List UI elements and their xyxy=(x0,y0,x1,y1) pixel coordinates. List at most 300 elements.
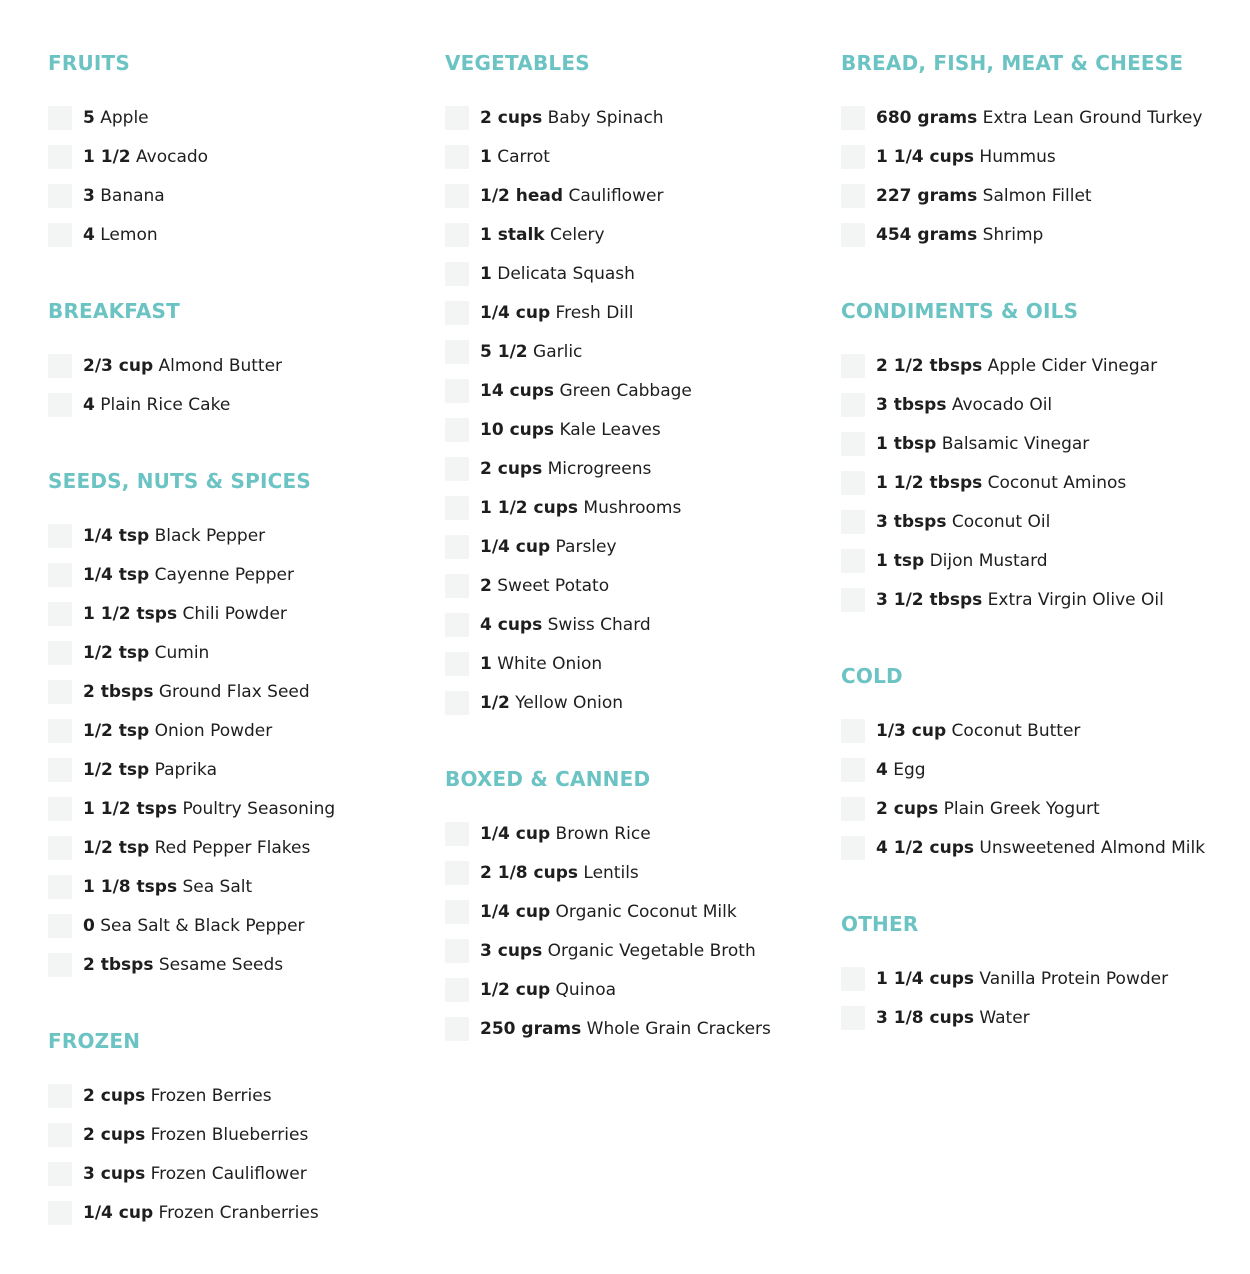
item-list xyxy=(48,346,428,424)
list-item xyxy=(445,176,825,215)
item-quantity: 1 1/2 xyxy=(83,146,131,167)
item-name: Hummus xyxy=(979,146,1056,167)
item-text xyxy=(876,836,1205,860)
list-item xyxy=(445,293,825,332)
item-text xyxy=(480,652,602,676)
item-checkbox[interactable] xyxy=(841,549,865,573)
item-list xyxy=(445,814,825,1048)
category-section xyxy=(48,1026,428,1232)
item-list xyxy=(841,98,1241,254)
item-name: Whole Grain Crackers xyxy=(586,1018,771,1039)
item-quantity: 1 1/2 tsps xyxy=(83,603,178,624)
item-text xyxy=(876,510,1050,534)
item-name: Avocado xyxy=(136,146,209,167)
item-checkbox[interactable] xyxy=(48,1123,72,1147)
item-text xyxy=(83,719,272,743)
list-item xyxy=(841,580,1241,619)
item-text xyxy=(876,223,1043,247)
list-item xyxy=(48,516,428,555)
item-name: Cumin xyxy=(154,642,210,663)
item-text xyxy=(83,1162,307,1186)
item-quantity: 1 1/2 tbsps xyxy=(876,472,983,493)
item-quantity: 1/2 cup xyxy=(480,979,551,1000)
item-checkbox[interactable] xyxy=(445,379,469,403)
item-checkbox[interactable] xyxy=(841,510,865,534)
item-name: Onion Powder xyxy=(154,720,273,741)
list-item xyxy=(841,959,1241,998)
item-name: Yellow Onion xyxy=(515,692,624,713)
item-quantity: 1 1/8 tsps xyxy=(83,876,178,897)
item-quantity: 1 1/2 cups xyxy=(480,497,578,518)
item-name: Coconut Aminos xyxy=(987,472,1127,493)
item-checkbox[interactable] xyxy=(48,758,72,782)
item-name: Shrimp xyxy=(982,224,1044,245)
item-quantity: 2 cups xyxy=(83,1124,146,1145)
item-name: Balsamic Vinegar xyxy=(941,433,1090,454)
item-quantity: 1 tsp xyxy=(876,550,925,571)
list-item xyxy=(48,137,428,176)
list-item xyxy=(48,828,428,867)
category-title: BREAKFAST xyxy=(48,299,180,323)
item-checkbox[interactable] xyxy=(841,471,865,495)
item-text xyxy=(480,340,582,364)
item-checkbox[interactable] xyxy=(445,1017,469,1041)
item-checkbox[interactable] xyxy=(841,184,865,208)
item-text xyxy=(83,602,287,626)
item-name: Fresh Dill xyxy=(555,302,634,323)
item-checkbox[interactable] xyxy=(48,1162,72,1186)
item-text xyxy=(480,613,651,637)
item-checkbox[interactable] xyxy=(445,574,469,598)
item-text xyxy=(83,145,208,169)
item-name: Frozen Cauliflower xyxy=(150,1163,307,1184)
item-checkbox[interactable] xyxy=(841,432,865,456)
item-text xyxy=(876,758,926,782)
item-checkbox[interactable] xyxy=(445,535,469,559)
list-item xyxy=(445,371,825,410)
item-checkbox[interactable] xyxy=(48,953,72,977)
item-quantity: 3 tbsps xyxy=(876,394,947,415)
item-name: Organic Vegetable Broth xyxy=(547,940,756,961)
list-item xyxy=(445,814,825,853)
item-text xyxy=(83,680,310,704)
item-name: Black Pepper xyxy=(154,525,266,546)
item-text xyxy=(480,535,617,559)
item-checkbox[interactable] xyxy=(48,836,72,860)
list-item xyxy=(445,137,825,176)
item-name: Water xyxy=(979,1007,1030,1028)
item-name: Swiss Chard xyxy=(547,614,651,635)
item-checkbox[interactable] xyxy=(445,301,469,325)
category-title: VEGETABLES xyxy=(445,51,590,75)
item-text xyxy=(480,822,651,846)
item-quantity: 1/2 tsp xyxy=(83,759,150,780)
item-text xyxy=(480,145,550,169)
item-quantity: 2 cups xyxy=(480,458,543,479)
item-checkbox[interactable] xyxy=(841,588,865,612)
category-title: BREAD, FISH, MEAT & CHEESE xyxy=(841,51,1184,75)
item-text xyxy=(480,301,633,325)
list-item xyxy=(841,750,1241,789)
item-text xyxy=(83,106,149,130)
item-checkbox[interactable] xyxy=(841,393,865,417)
item-checkbox[interactable] xyxy=(445,418,469,442)
item-checkbox[interactable] xyxy=(841,797,865,821)
list-item xyxy=(48,555,428,594)
item-text xyxy=(876,432,1089,456)
item-text xyxy=(83,836,310,860)
item-list xyxy=(445,98,825,722)
item-quantity: 4 xyxy=(876,759,888,780)
item-checkbox[interactable] xyxy=(445,262,469,286)
item-list xyxy=(48,98,428,254)
item-checkbox[interactable] xyxy=(48,680,72,704)
item-quantity: 5 xyxy=(83,107,95,128)
item-checkbox[interactable] xyxy=(48,914,72,938)
item-name: Coconut Butter xyxy=(951,720,1081,741)
item-text xyxy=(83,524,265,548)
item-text xyxy=(876,719,1080,743)
item-quantity: 10 cups xyxy=(480,419,555,440)
item-checkbox[interactable] xyxy=(48,875,72,899)
category-title: BOXED & CANNED xyxy=(445,767,651,791)
list-item xyxy=(48,789,428,828)
item-name: Green Cabbage xyxy=(559,380,692,401)
item-quantity: 2/3 cup xyxy=(83,355,154,376)
item-name: Red Pepper Flakes xyxy=(154,837,311,858)
item-text xyxy=(876,354,1157,378)
item-text xyxy=(83,641,209,665)
category-section xyxy=(445,48,825,722)
item-quantity: 2 tbsps xyxy=(83,954,154,975)
item-checkbox[interactable] xyxy=(841,145,865,169)
item-list xyxy=(48,516,428,984)
item-text xyxy=(480,861,639,885)
item-name: Avocado Oil xyxy=(951,394,1053,415)
item-checkbox[interactable] xyxy=(841,354,865,378)
item-checkbox[interactable] xyxy=(841,967,865,991)
item-text xyxy=(480,691,623,715)
item-quantity: 1/4 cup xyxy=(480,823,551,844)
list-item xyxy=(445,254,825,293)
list-item xyxy=(48,750,428,789)
item-quantity: 2 tbsps xyxy=(83,681,154,702)
item-text xyxy=(83,1123,308,1147)
item-quantity: 3 cups xyxy=(480,940,543,961)
item-quantity: 3 tbsps xyxy=(876,511,947,532)
item-name: Vanilla Protein Powder xyxy=(979,968,1169,989)
item-checkbox[interactable] xyxy=(841,223,865,247)
item-list xyxy=(48,1076,428,1232)
item-name: Lemon xyxy=(100,224,158,245)
item-checkbox[interactable] xyxy=(48,354,72,378)
list-item xyxy=(841,176,1241,215)
list-item xyxy=(445,449,825,488)
item-text xyxy=(83,758,217,782)
item-checkbox[interactable] xyxy=(48,393,72,417)
item-quantity: 1/2 head xyxy=(480,185,564,206)
item-checkbox[interactable] xyxy=(841,719,865,743)
item-checkbox[interactable] xyxy=(445,900,469,924)
list-item xyxy=(48,346,428,385)
item-text xyxy=(480,457,651,481)
list-item xyxy=(445,892,825,931)
item-checkbox[interactable] xyxy=(48,1201,72,1225)
item-quantity: 3 1/2 tbsps xyxy=(876,589,983,610)
list-item xyxy=(445,605,825,644)
list-item xyxy=(445,332,825,371)
column-3 xyxy=(841,48,1241,1079)
item-name: Sweet Potato xyxy=(497,575,610,596)
item-name: Poultry Seasoning xyxy=(182,798,336,819)
item-name: Plain Rice Cake xyxy=(100,394,231,415)
item-name: Cauliflower xyxy=(568,185,664,206)
category-title: FROZEN xyxy=(48,1029,141,1053)
item-text xyxy=(876,797,1100,821)
item-checkbox[interactable] xyxy=(445,822,469,846)
item-name: Cayenne Pepper xyxy=(154,564,294,585)
item-name: Carrot xyxy=(497,146,550,167)
item-text xyxy=(480,262,635,286)
category-title: COLD xyxy=(841,664,903,688)
item-quantity: 2 cups xyxy=(876,798,939,819)
item-text xyxy=(480,978,616,1002)
item-name: Frozen Blueberries xyxy=(150,1124,309,1145)
item-name: Chili Powder xyxy=(182,603,287,624)
list-item xyxy=(445,527,825,566)
item-checkbox[interactable] xyxy=(445,652,469,676)
item-quantity: 680 grams xyxy=(876,107,978,128)
item-quantity: 2 1/2 tbsps xyxy=(876,355,983,376)
item-name: Delicata Squash xyxy=(497,263,635,284)
list-item xyxy=(48,672,428,711)
item-checkbox[interactable] xyxy=(445,861,469,885)
item-name: Organic Coconut Milk xyxy=(555,901,737,922)
item-name: Apple Cider Vinegar xyxy=(987,355,1158,376)
item-text xyxy=(480,900,737,924)
item-quantity: 1 1/2 tsps xyxy=(83,798,178,819)
item-quantity: 1/4 cup xyxy=(480,901,551,922)
item-name: Sea Salt & Black Pepper xyxy=(100,915,305,936)
item-text xyxy=(480,379,692,403)
item-quantity: 4 xyxy=(83,224,95,245)
item-name: Mushrooms xyxy=(583,497,682,518)
item-name: Celery xyxy=(550,224,605,245)
item-checkbox[interactable] xyxy=(48,106,72,130)
item-checkbox[interactable] xyxy=(48,145,72,169)
item-quantity: 1/3 cup xyxy=(876,720,947,741)
item-checkbox[interactable] xyxy=(841,758,865,782)
list-item xyxy=(48,906,428,945)
list-item xyxy=(48,1193,428,1232)
list-item xyxy=(841,98,1241,137)
item-checkbox[interactable] xyxy=(48,602,72,626)
item-quantity: 1/2 tsp xyxy=(83,720,150,741)
category-section xyxy=(841,296,1241,619)
item-checkbox[interactable] xyxy=(48,563,72,587)
item-name: Dijon Mustard xyxy=(929,550,1048,571)
item-name: Sea Salt xyxy=(182,876,253,897)
list-item xyxy=(445,853,825,892)
item-quantity: 1/2 tsp xyxy=(83,642,150,663)
list-item xyxy=(48,98,428,137)
item-quantity: 3 1/8 cups xyxy=(876,1007,974,1028)
item-text xyxy=(83,914,305,938)
item-text xyxy=(83,1201,319,1225)
category-section xyxy=(48,466,428,984)
item-name: Lentils xyxy=(583,862,639,883)
item-quantity: 2 cups xyxy=(83,1085,146,1106)
list-item xyxy=(841,711,1241,750)
column-1 xyxy=(48,48,428,1274)
item-text xyxy=(876,106,1202,130)
item-name: Brown Rice xyxy=(555,823,651,844)
item-checkbox[interactable] xyxy=(445,457,469,481)
item-quantity: 1 stalk xyxy=(480,224,545,245)
item-text xyxy=(876,393,1052,417)
item-name: White Onion xyxy=(497,653,603,674)
item-text xyxy=(480,574,609,598)
category-title: CONDIMENTS & OILS xyxy=(841,299,1079,323)
item-checkbox[interactable] xyxy=(48,184,72,208)
item-quantity: 1/4 tsp xyxy=(83,525,150,546)
item-checkbox[interactable] xyxy=(445,939,469,963)
item-name: Microgreens xyxy=(547,458,652,479)
item-checkbox[interactable] xyxy=(445,223,469,247)
item-text xyxy=(876,145,1056,169)
item-name: Frozen Berries xyxy=(150,1085,272,1106)
item-checkbox[interactable] xyxy=(48,719,72,743)
item-quantity: 14 cups xyxy=(480,380,555,401)
item-text xyxy=(83,797,335,821)
item-checkbox[interactable] xyxy=(445,145,469,169)
item-name: Frozen Cranberries xyxy=(158,1202,319,1223)
item-quantity: 1/2 tsp xyxy=(83,837,150,858)
item-name: Parsley xyxy=(555,536,617,557)
category-title: FRUITS xyxy=(48,51,130,75)
item-quantity: 1 1/4 cups xyxy=(876,968,974,989)
item-list xyxy=(841,346,1241,619)
item-checkbox[interactable] xyxy=(48,223,72,247)
item-checkbox[interactable] xyxy=(48,797,72,821)
item-quantity: 1/4 cup xyxy=(83,1202,154,1223)
item-text xyxy=(480,418,661,442)
item-quantity: 454 grams xyxy=(876,224,978,245)
list-item xyxy=(445,644,825,683)
item-name: Sesame Seeds xyxy=(158,954,284,975)
item-quantity: 4 xyxy=(83,394,95,415)
item-quantity: 1 xyxy=(480,653,492,674)
item-checkbox[interactable] xyxy=(841,836,865,860)
item-checkbox[interactable] xyxy=(445,613,469,637)
item-quantity: 1 1/4 cups xyxy=(876,146,974,167)
item-text xyxy=(480,184,663,208)
list-item xyxy=(48,594,428,633)
list-item xyxy=(841,346,1241,385)
list-item xyxy=(445,410,825,449)
list-item xyxy=(841,215,1241,254)
list-item xyxy=(48,867,428,906)
list-item xyxy=(48,385,428,424)
item-text xyxy=(83,875,252,899)
item-text xyxy=(83,184,165,208)
list-item xyxy=(445,931,825,970)
item-checkbox[interactable] xyxy=(841,1006,865,1030)
item-name: Ground Flax Seed xyxy=(158,681,310,702)
list-item xyxy=(841,424,1241,463)
category-section xyxy=(841,909,1241,1037)
item-checkbox[interactable] xyxy=(841,106,865,130)
item-quantity: 1 xyxy=(480,263,492,284)
item-text xyxy=(876,588,1164,612)
item-quantity: 3 cups xyxy=(83,1163,146,1184)
list-item xyxy=(48,633,428,672)
item-text xyxy=(480,939,756,963)
list-item xyxy=(841,541,1241,580)
item-text xyxy=(83,563,294,587)
list-item xyxy=(445,98,825,137)
list-item xyxy=(48,176,428,215)
item-name: Banana xyxy=(100,185,165,206)
item-quantity: 4 cups xyxy=(480,614,543,635)
list-item xyxy=(48,945,428,984)
item-checkbox[interactable] xyxy=(445,106,469,130)
item-name: Unsweetened Almond Milk xyxy=(979,837,1206,858)
category-title: SEEDS, NUTS & SPICES xyxy=(48,469,311,493)
item-text xyxy=(83,354,282,378)
category-section xyxy=(841,48,1241,254)
item-text xyxy=(83,393,230,417)
list-item xyxy=(841,502,1241,541)
item-checkbox[interactable] xyxy=(445,496,469,520)
category-section xyxy=(445,764,825,1048)
list-item xyxy=(48,215,428,254)
item-quantity: 227 grams xyxy=(876,185,978,206)
item-checkbox[interactable] xyxy=(445,340,469,364)
list-item xyxy=(841,998,1241,1037)
item-quantity: 250 grams xyxy=(480,1018,582,1039)
item-checkbox[interactable] xyxy=(48,641,72,665)
item-quantity: 2 1/8 cups xyxy=(480,862,578,883)
item-checkbox[interactable] xyxy=(445,691,469,715)
item-text xyxy=(480,106,664,130)
item-text xyxy=(876,967,1168,991)
item-text xyxy=(83,1084,272,1108)
list-item xyxy=(445,566,825,605)
item-text xyxy=(83,953,283,977)
item-checkbox[interactable] xyxy=(48,1084,72,1108)
item-quantity: 4 1/2 cups xyxy=(876,837,974,858)
list-item xyxy=(841,828,1241,867)
category-title: OTHER xyxy=(841,912,919,936)
item-quantity: 5 1/2 xyxy=(480,341,528,362)
item-text xyxy=(480,223,605,247)
list-item xyxy=(48,1115,428,1154)
list-item xyxy=(841,385,1241,424)
item-checkbox[interactable] xyxy=(445,184,469,208)
item-checkbox[interactable] xyxy=(48,524,72,548)
item-list xyxy=(841,711,1241,867)
item-name: Garlic xyxy=(533,341,583,362)
item-name: Almond Butter xyxy=(158,355,283,376)
item-name: Baby Spinach xyxy=(547,107,664,128)
item-quantity: 1 tbsp xyxy=(876,433,937,454)
category-section xyxy=(48,48,428,254)
item-quantity: 1 xyxy=(480,146,492,167)
list-item xyxy=(445,215,825,254)
item-checkbox[interactable] xyxy=(445,978,469,1002)
item-text xyxy=(876,471,1126,495)
